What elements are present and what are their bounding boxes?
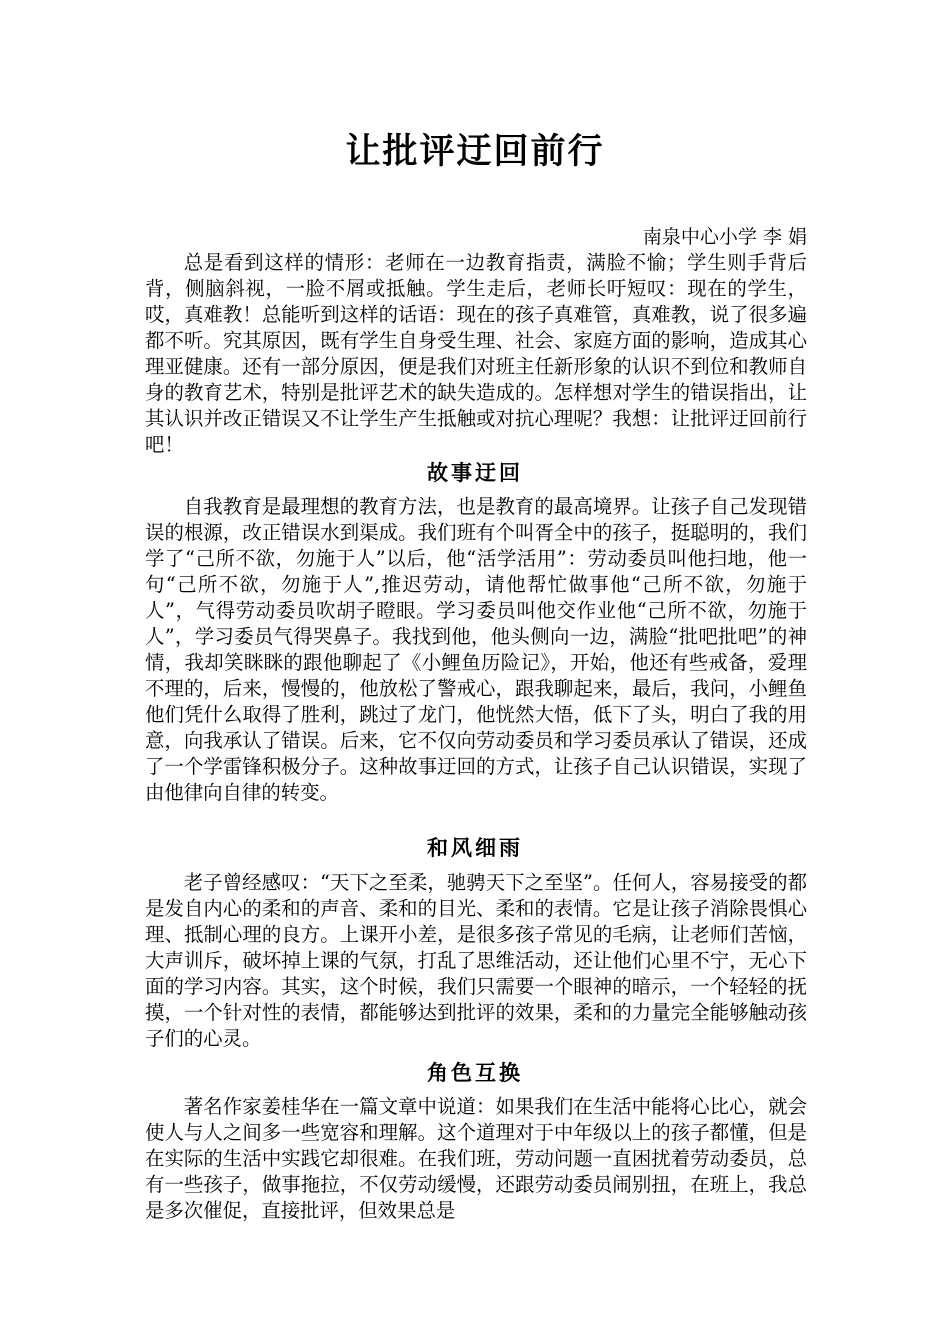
section-heading-story: 故事迂回	[427, 461, 523, 485]
section-text-role-swap: 著名作家姜桂华在一篇文章中说道：如果我们在生活中能将心比心，就会使人与人之间多一些宽容和理解。这个道理对于中年级以上的孩子都懂，但是在实际的生活中实践它却很难。在我们班，劳动问题一直困扰着劳动委员，总有一些孩子，做事拖拉，不仅劳动缓慢，还跟劳动委员闹别扭，在班上，我总是多次催促，直接批评，但效果总是	[145, 1095, 807, 1222]
section-paragraph-gentle	[145, 870, 807, 1050]
intro-paragraph	[145, 250, 807, 460]
section-paragraph-story	[145, 494, 807, 824]
author-byline: 南泉中心小学 李 娟	[642, 226, 807, 248]
section-text-story: 自我教育是最理想的教育方法，也是教育的最高境界。让孩子自己发现错误的根源，改正错误水到渠成。我们班有个叫胥全中的孩子，挺聪明的，我们学了“己所不欲，勿施于人”以后，他“活学活用”：劳动委员叫他扫地，他一句“己所不欲，勿施于人”,推迟劳动，请他帮忙做事他“己所不欲，勿施于人”，气得劳动委员吹胡子瞪眼。学习委员叫他交作业他“己所不欲，勿施于人”，学习委员气得哭鼻子。我找到他，他头侧向一边，满脸“批吧批吧”的神情，我却笑眯眯的跟他聊起了《小鲤鱼历险记》，开始，他还有些戒备，爱理不理的，后来，慢慢的，他放松了警戒心，跟我聊起来，最后，我问，小鲤鱼他们凭什么取得了胜利，跳过了龙门，他恍然大悟，低下了头，明白了我的用意，向我承认了错误。后来，它不仅向劳动委员和学习委员承认了错误，还成了一个学雷锋积极分子。这种故事迂回的方式，让孩子自己认识错误，实现了由他律向自律的转变。	[145, 495, 807, 804]
section-heading-role-swap: 角色互换	[427, 1061, 523, 1085]
document-title: 让批评迂回前行	[345, 132, 605, 172]
intro-text: 总是看到这样的情形：老师在一边教育指责，满脸不愉；学生则手背后背，侧脑斜视，一脸不屑或抵触。学生走后，老师长吁短叹：现在的学生，哎，真难教！总能听到这样的话语：现在的孩子真难管，真难教，说了很多遍都不听。究其原因，既有学生自身受生理、社会、家庭方面的影响，造成其心理亚健康。还有一部分原因，便是我们对班主任新形象的认识不到位和教师自身的教育艺术，特别是批评艺术的缺失造成的。怎样想对学生的错误指出，让其认识并改正错误又不让学生产生抵触或对抗心理呢？我想：让批评迂回前行吧！	[145, 251, 807, 456]
section-paragraph-role-swap	[145, 1094, 807, 1228]
section-heading-gentle: 和风细雨	[427, 836, 523, 860]
section-text-gentle: 老子曾经感叹：“天下之至柔，驰骋天下之至坚”。任何人，容易接受的都是发自内心的柔和的声音、柔和的目光、柔和的表情。它是让孩子消除畏惧心理、抵制心理的良方。上课开小差，是很多孩子常见的毛病，让老师们苦恼，大声训斥，破坏掉上课的气氛，打乱了思维活动，还让他们心里不宁，无心下面的学习内容。其实，这个时候，我们只需要一个眼神的暗示，一个轻轻的抚摸，一个针对性的表情，都能够达到批评的效果，柔和的力量完全能够触动孩子们的心灵。	[145, 871, 807, 1050]
